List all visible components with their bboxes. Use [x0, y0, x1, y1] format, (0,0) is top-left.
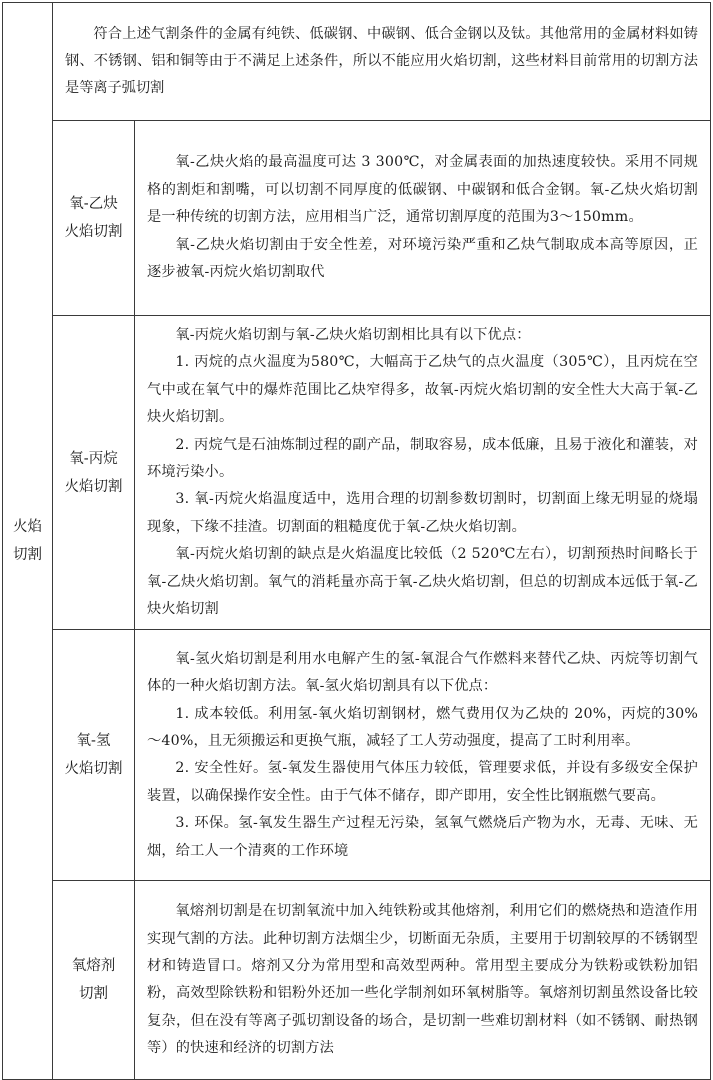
group-label-cell — [3, 3, 53, 1080]
row-label-line-1: 氧-丙烷 — [69, 450, 118, 467]
row-label-line-1: 氧-氢 — [76, 733, 111, 750]
row-label-line-2: 切割 — [79, 986, 108, 1003]
row-body — [135, 316, 711, 630]
paragraph: 氧-丙烷火焰切割的缺点是火焰温度比较低（2 520℃左右），切割预热时间略长于氧-乙炔火焰切割。氧气的消耗量亦高于氧-乙炔火焰切割，但总的切割成本远低于氧-乙炔火焰切割 — [147, 546, 698, 618]
paragraph: 氧-氢火焰切割是利用水电解产生的氢-氧混合气作燃料来替代乙炔、丙烷等切割气体的一种火焰切割方法。氧-氢火焰切割具有以下优点： — [147, 650, 698, 695]
paragraph: 氧-乙炔火焰切割由于安全性差，对环境污染严重和乙炔气制取成本高等原因，正逐步被氧-丙烷火焰切割取代 — [147, 236, 698, 281]
table-row — [3, 121, 711, 316]
paragraph: 3. 环保。氢-氧发生器生产过程无污染，氢氧气燃烧后产物为水，无毒、无味、无烟，给工人一个清爽的工作环境 — [147, 815, 698, 859]
row-label-line-2: 火焰切割 — [64, 761, 123, 778]
paragraph: 氧熔剂切割是在切割氧流中加入纯铁粉或其他熔剂，利用它们的燃烧热和造渣作用实现气割的方法。此种切割方法烟尘少，切断面无杂质，主要用于切割较厚的不锈钢型材和铸造冒口。熔剂又分为常用型和高效型两种。常用型主要成分为铁粉或铁粉加铝粉，高效型除铁粉和铝粉外还加一些化学制剂如环氧树脂等。氧熔剂切割虽然设备比较复杂，但在没有等离子弧切割设备的场合，是切割一些难切割材料（如不锈钢、耐热钢等）的快速和经济的切割方法 — [147, 903, 698, 1057]
row-label-line-1: 氧熔剂 — [71, 958, 116, 975]
group-label-line-1: 火焰 — [13, 519, 42, 536]
paragraph: 3. 氧-丙烷火焰温度适中，选用合理的切割参数切割时，切割面上缘无明显的烧塌现象，下缘不挂渣。切割面的粗糙度优于氧-乙炔火焰切割。 — [147, 491, 698, 535]
row-label-cell — [53, 316, 135, 630]
paragraph: 氧-乙炔火焰的最高温度可达 3 300℃，对金属表面的加热速度较快。采用不同规格的割炬和割嘴，可以切割不同厚度的低碳钢、中碳钢和低合金钢。氧-乙炔火焰切割是一种传统的切割方法，应用相当广泛，通常切割厚度的范围为3～150mm。 — [147, 154, 698, 226]
paragraph: 2. 安全性好。氢-氧发生器使用气体压力较低，管理要求低，并设有多级安全保护装置，以确保操作安全性。由于气体不储存，即产即用，安全性比钢瓶燃气要高。 — [147, 760, 698, 804]
row-label-line-1: 氧-乙炔 — [69, 196, 118, 212]
paragraph: 2. 丙烷气是石油炼制过程的副产品，制取容易，成本低廉，且易于液化和灌装，对环境污染小。 — [147, 436, 698, 481]
group-label-line-2: 切割 — [13, 547, 42, 564]
paragraph: 1. 丙烷的点火温度为580℃，大幅高于乙炔气的点火温度（305℃），且丙烷在空气中或在氧气中的爆炸范围比乙炔窄得多，故氧-丙烷火焰切割的安全性大大高于氧-乙炔火焰切割。 — [147, 354, 698, 426]
row-label-cell — [53, 121, 135, 316]
intro-text: 符合上述气割条件的金属有纯铁、低碳钢、中碳钢、低合金钢以及钛。其他常用的金属材料如铸钢、不锈钢、铝和铜等由于不满足上述条件，所以不能应用火焰切割，这些材料目前常用的切割方法是等离子弧切割 — [53, 3, 711, 121]
paragraph: 氧-丙烷火焰切割与氧-乙炔火焰切割相比具有以下优点： — [175, 327, 531, 343]
row-label-line-2: 火焰切割 — [64, 478, 123, 495]
row-label-cell — [53, 630, 135, 881]
row-label-cell — [53, 881, 135, 1080]
cutting-methods-table — [2, 2, 711, 1080]
table-row — [3, 316, 711, 630]
table-row — [3, 630, 711, 881]
row-body — [135, 630, 711, 881]
row-label-line-2: 火焰切割 — [64, 224, 123, 240]
row-body — [135, 881, 711, 1080]
paragraph: 1. 成本较低。利用氢-氧火焰切割钢材，燃气费用仅为乙炔的 20%，丙烷的30%～40%，且无须搬运和更换气瓶，减轻了工人劳动强度，提高了工时利用率。 — [147, 705, 698, 750]
table-row — [3, 881, 711, 1080]
row-body — [135, 121, 711, 316]
